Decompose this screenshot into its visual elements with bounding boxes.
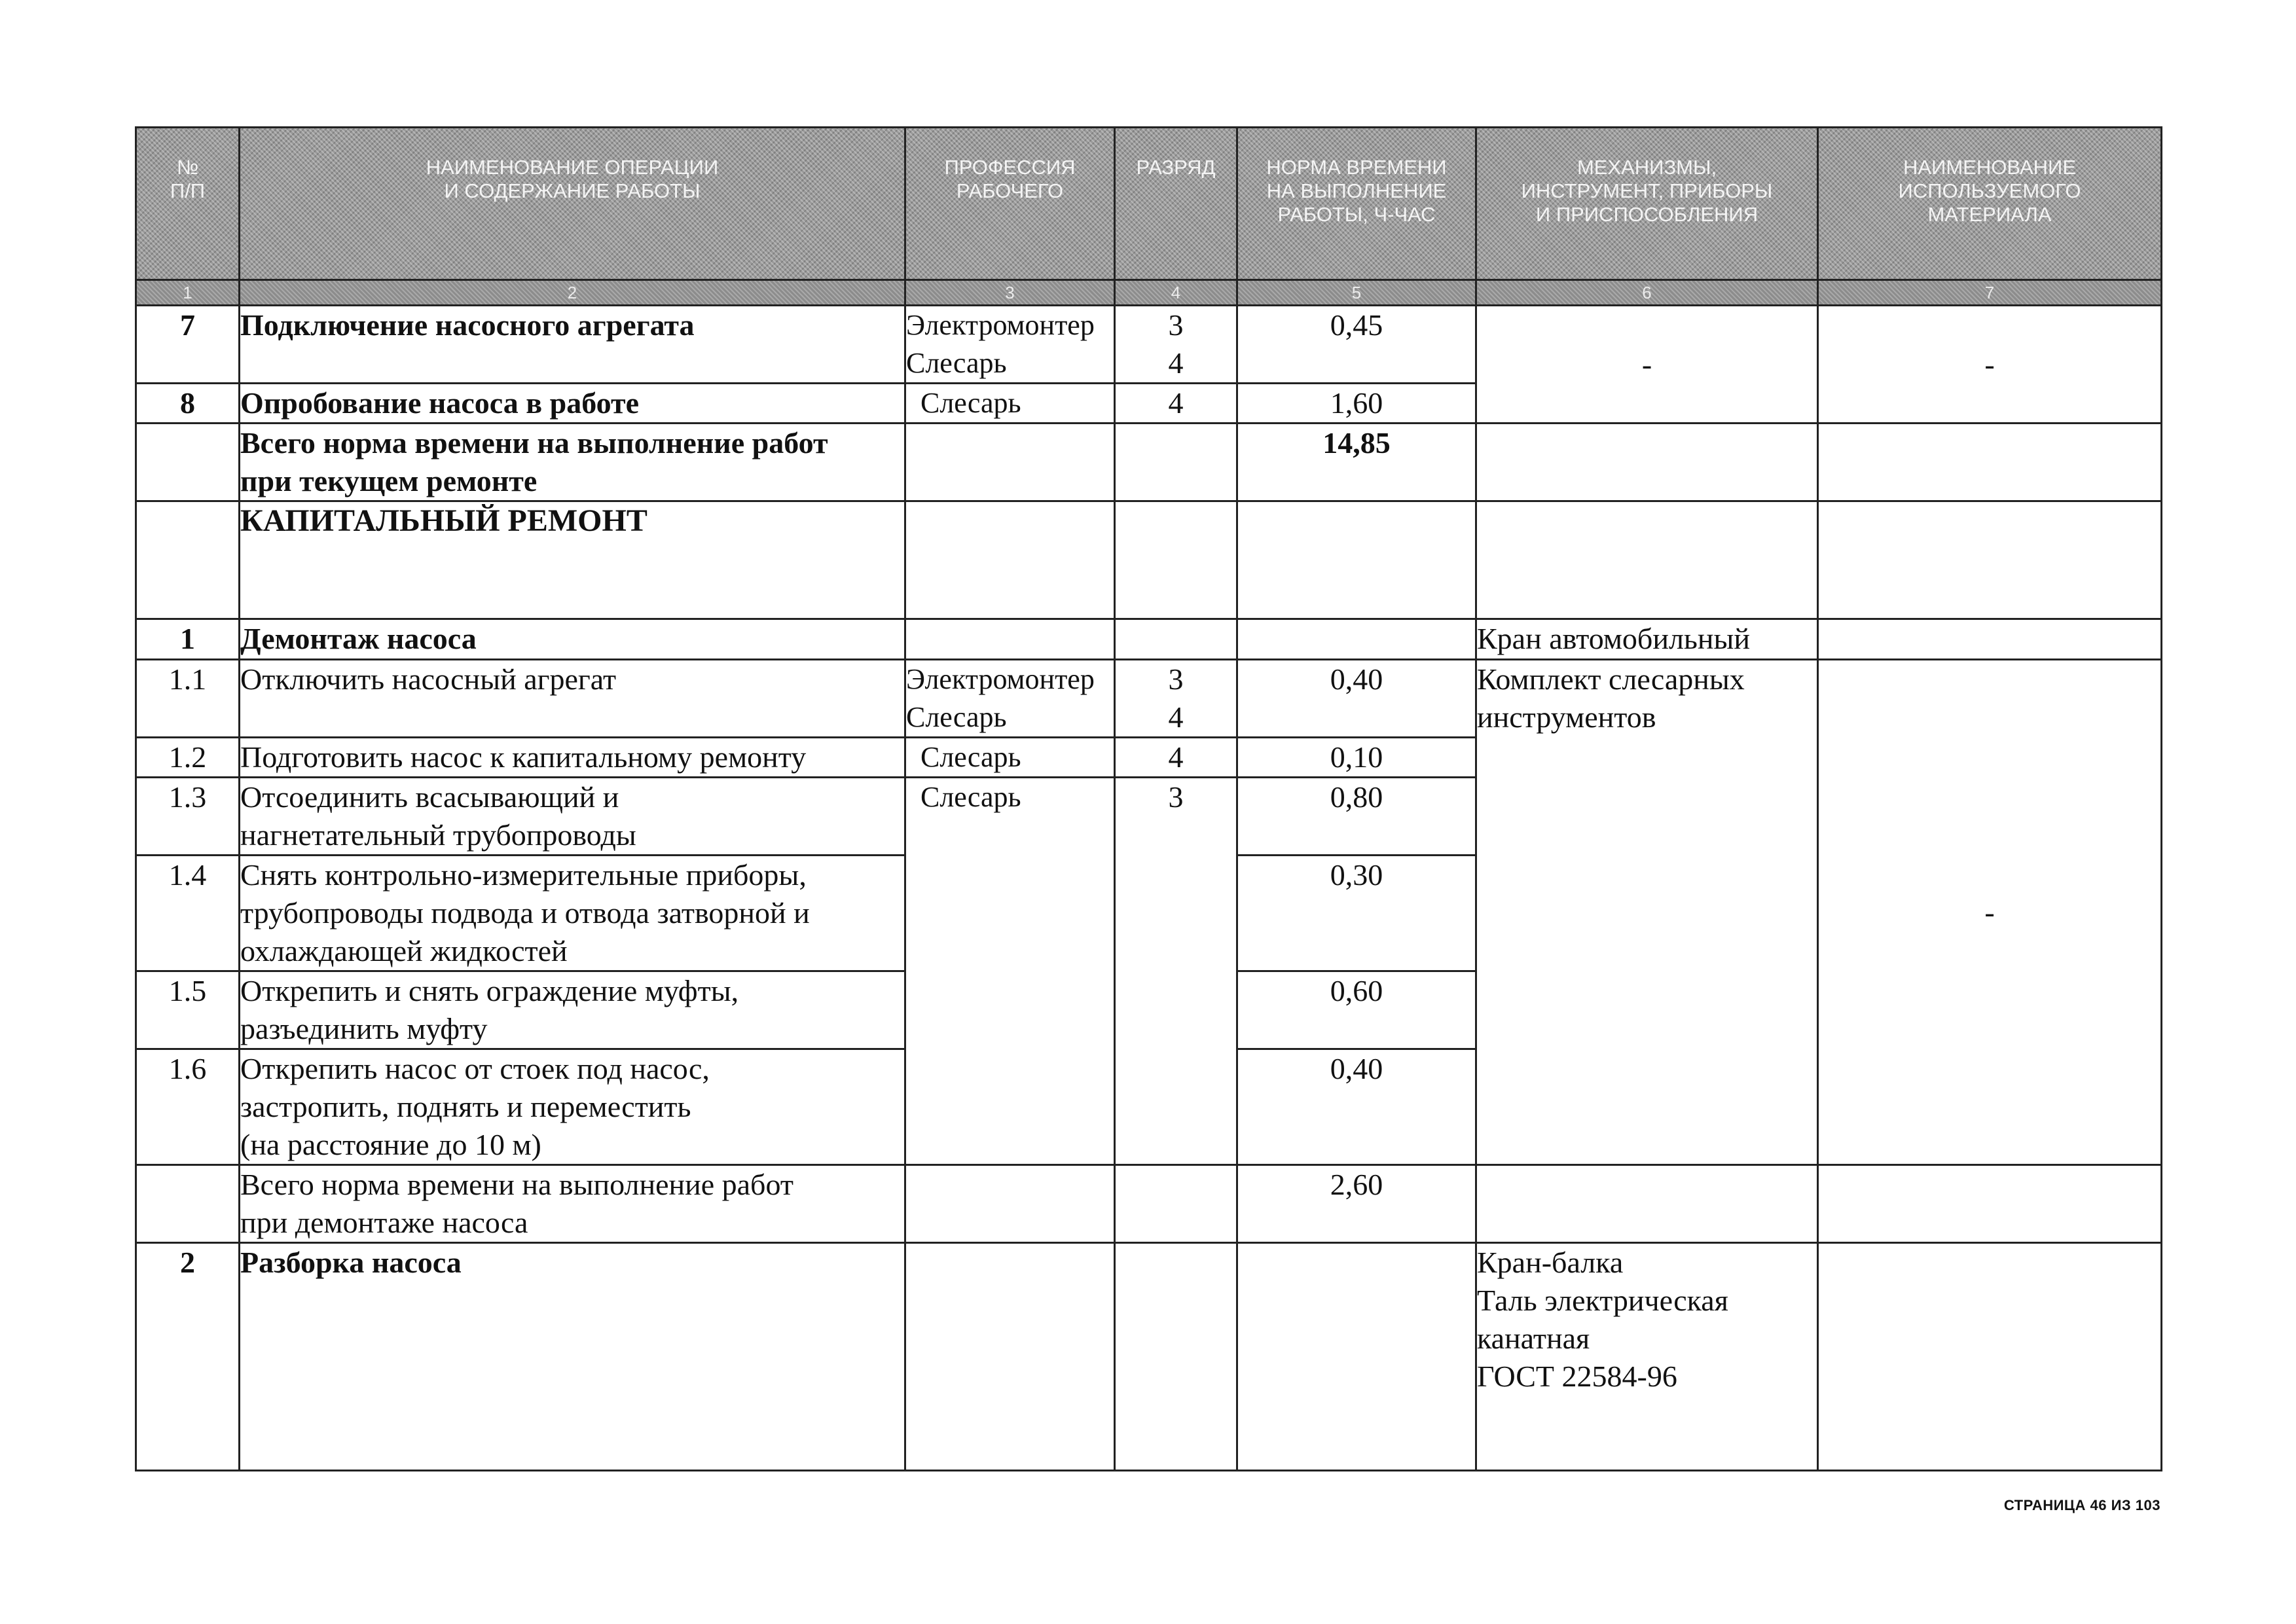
operation-text: Открепить и снять ограждение муфты, разъединить муфту [240, 971, 905, 1049]
table-header-row [136, 128, 2162, 280]
col-number: 1 [136, 280, 240, 306]
table-row [136, 1243, 2162, 1471]
material: - [1818, 660, 2162, 1165]
col-number: 3 [905, 280, 1115, 306]
row-number: 1.3 [136, 778, 240, 856]
row-number: 1 [136, 619, 240, 660]
tools: Кран автомобильный [1476, 619, 1818, 660]
profession: Слесарь [905, 778, 1115, 1165]
time-norm: 0,10 [1237, 738, 1476, 778]
operation-text: Снять контрольно-измерительные приборы, трубопроводы подвода и отвода затворной и охлаждающей жидкостей [240, 856, 905, 971]
col-number: 2 [240, 280, 905, 306]
empty-cell [136, 501, 240, 619]
header-col-num: № П/П [136, 128, 240, 280]
time-norm: 1,60 [1237, 384, 1476, 424]
time-norm: 0,40 [1237, 660, 1476, 738]
header-col-material: НАИМЕНОВАНИЕ ИСПОЛЬЗУЕМОГО МАТЕРИАЛА [1818, 128, 2162, 280]
row-number: 2 [136, 1243, 240, 1471]
time-norm: 0,30 [1237, 856, 1476, 971]
col-number: 4 [1115, 280, 1237, 306]
material: - [1818, 306, 2162, 424]
operation-text: Подготовить насос к капитальному ремонту [240, 738, 905, 778]
time-norm: 0,80 [1237, 778, 1476, 856]
empty-cell [1818, 501, 2162, 619]
grade: 4 [1115, 738, 1237, 778]
col-number: 7 [1818, 280, 2162, 306]
time-norm: 0,45 [1237, 306, 1476, 384]
profession: Электромонтер Слесарь [905, 660, 1115, 738]
empty-cell [1237, 501, 1476, 619]
empty-cell [1115, 1165, 1237, 1243]
header-col-grade: РАЗРЯД [1115, 128, 1237, 280]
operation-text: Подключение насосного агрегата [240, 306, 905, 384]
empty-cell [1115, 501, 1237, 619]
header-col-tools: МЕХАНИЗМЫ, ИНСТРУМЕНТ, ПРИБОРЫ И ПРИСПОСОБЛЕНИЯ [1476, 128, 1818, 280]
tools: Комплект слесарных инструментов [1476, 660, 1818, 1165]
empty-cell [1476, 1165, 1818, 1243]
empty-cell [905, 501, 1115, 619]
row-number: 1.2 [136, 738, 240, 778]
row-number: 1.6 [136, 1049, 240, 1165]
page-number: СТРАНИЦА 46 ИЗ 103 [2003, 1497, 2160, 1513]
total-text: Всего норма времени на выполнение работ при демонтаже насоса [240, 1165, 905, 1243]
empty-cell [1476, 501, 1818, 619]
total-text: Всего норма времени на выполнение работ при текущем ремонте [240, 424, 905, 501]
empty-cell [1818, 1243, 2162, 1471]
col-number: 5 [1237, 280, 1476, 306]
header-col-norm: НОРМА ВРЕМЕНИ НА ВЫПОЛНЕНИЕ РАБОТЫ, Ч-ЧАС [1237, 128, 1476, 280]
profession: Слесарь [905, 738, 1115, 778]
time-norm: 0,40 [1237, 1049, 1476, 1165]
empty-cell [1237, 619, 1476, 660]
empty-cell [905, 1165, 1115, 1243]
grade: 3 4 [1115, 660, 1237, 738]
operation-text: Опробование насоса в работе [240, 384, 905, 424]
grade: 3 4 [1115, 306, 1237, 384]
empty-cell [1115, 424, 1237, 501]
grade: 3 [1115, 778, 1237, 1165]
operation-text: Отключить насосный агрегат [240, 660, 905, 738]
col-number: 6 [1476, 280, 1818, 306]
empty-cell [1115, 1243, 1237, 1471]
header-col-operation: НАИМЕНОВАНИЕ ОПЕРАЦИИ И СОДЕРЖАНИЕ РАБОТЫ [240, 128, 905, 280]
total-norm: 2,60 [1237, 1165, 1476, 1243]
row-number: 1.4 [136, 856, 240, 971]
empty-cell [905, 424, 1115, 501]
row-number: 1.1 [136, 660, 240, 738]
operation-text: Открепить насос от стоек под насос, застропить, поднять и переместить (на расстояние до 10 м) [240, 1049, 905, 1165]
empty-cell [136, 1165, 240, 1243]
header-col-profession: ПРОФЕССИЯ РАБОЧЕГО [905, 128, 1115, 280]
profession: Электромонтер Слесарь [905, 306, 1115, 384]
grade: 4 [1115, 384, 1237, 424]
section-title: КАПИТАЛЬНЫЙ РЕМОНТ [240, 501, 905, 619]
table-row [136, 660, 2162, 738]
empty-cell [1818, 424, 2162, 501]
tools: Кран-балка Таль электрическая канатная ГОСТ 22584-96 [1476, 1243, 1818, 1471]
row-number: 7 [136, 306, 240, 384]
row-number: 8 [136, 384, 240, 424]
table-row [136, 424, 2162, 501]
operation-text: Отсоединить всасывающий и нагнетательный трубопроводы [240, 778, 905, 856]
operation-text: Разборка насоса [240, 1243, 905, 1471]
empty-cell [905, 1243, 1115, 1471]
column-number-row [136, 280, 2162, 306]
work-norms-table [135, 126, 2162, 1471]
row-number: 1.5 [136, 971, 240, 1049]
empty-cell [1237, 1243, 1476, 1471]
empty-cell [1476, 424, 1818, 501]
time-norm: 0,60 [1237, 971, 1476, 1049]
section-row [136, 501, 2162, 619]
profession: Слесарь [905, 384, 1115, 424]
empty-cell [1818, 1165, 2162, 1243]
empty-cell [1115, 619, 1237, 660]
total-norm: 14,85 [1237, 424, 1476, 501]
table-row [136, 1165, 2162, 1243]
operation-text: Демонтаж насоса [240, 619, 905, 660]
empty-cell [905, 619, 1115, 660]
table-row [136, 306, 2162, 384]
table-row [136, 619, 2162, 660]
empty-cell [136, 424, 240, 501]
tools: - [1476, 306, 1818, 424]
empty-cell [1818, 619, 2162, 660]
